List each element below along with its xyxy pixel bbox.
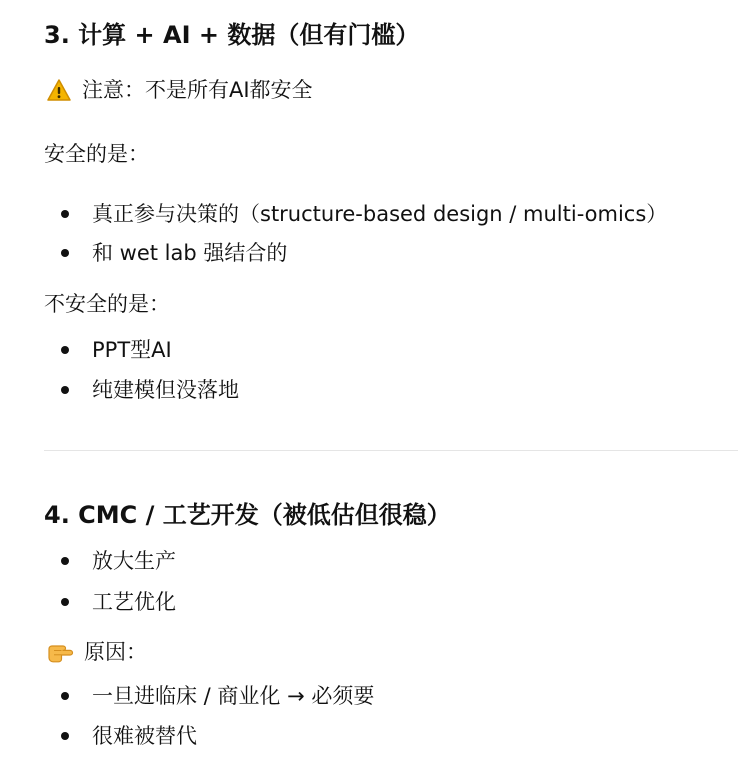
list-item: 纯建模但没落地 [92, 378, 239, 402]
bullet-dot [61, 346, 69, 354]
bullet-dot [61, 732, 69, 740]
reason-note [46, 638, 147, 666]
safe-label: 安全的是： [44, 142, 149, 166]
reason-label: 原因： [84, 640, 147, 664]
pointing-hand-icon [46, 640, 74, 664]
list-item: 很难被替代 [92, 724, 197, 748]
bullet-dot [61, 557, 69, 565]
bullet-dot [61, 249, 69, 257]
list-item: 和 wet lab 强结合的 [92, 241, 288, 265]
warning-icon [46, 78, 72, 102]
warning-note [46, 76, 313, 104]
warning-text: 注意：不是所有AI都安全 [82, 78, 313, 102]
bullet-dot [61, 598, 69, 606]
list-item: PPT型AI [92, 338, 172, 362]
list-item: 工艺优化 [92, 590, 176, 614]
bullet-dot [61, 692, 69, 700]
section-divider [44, 450, 738, 451]
list-item: 一旦进临床 / 商业化 → 必须要 [92, 684, 375, 708]
section-3-heading: 3. 计算 + AI + 数据（但有门槛） [44, 21, 420, 49]
bullet-dot [61, 210, 69, 218]
section-4-heading: 4. CMC / 工艺开发（被低估但很稳） [44, 501, 451, 529]
unsafe-label: 不安全的是： [44, 292, 170, 316]
list-item: 真正参与决策的（structure-based design / multi-omics） [92, 202, 668, 226]
bullet-dot [61, 386, 69, 394]
list-item: 放大生产 [92, 549, 176, 573]
